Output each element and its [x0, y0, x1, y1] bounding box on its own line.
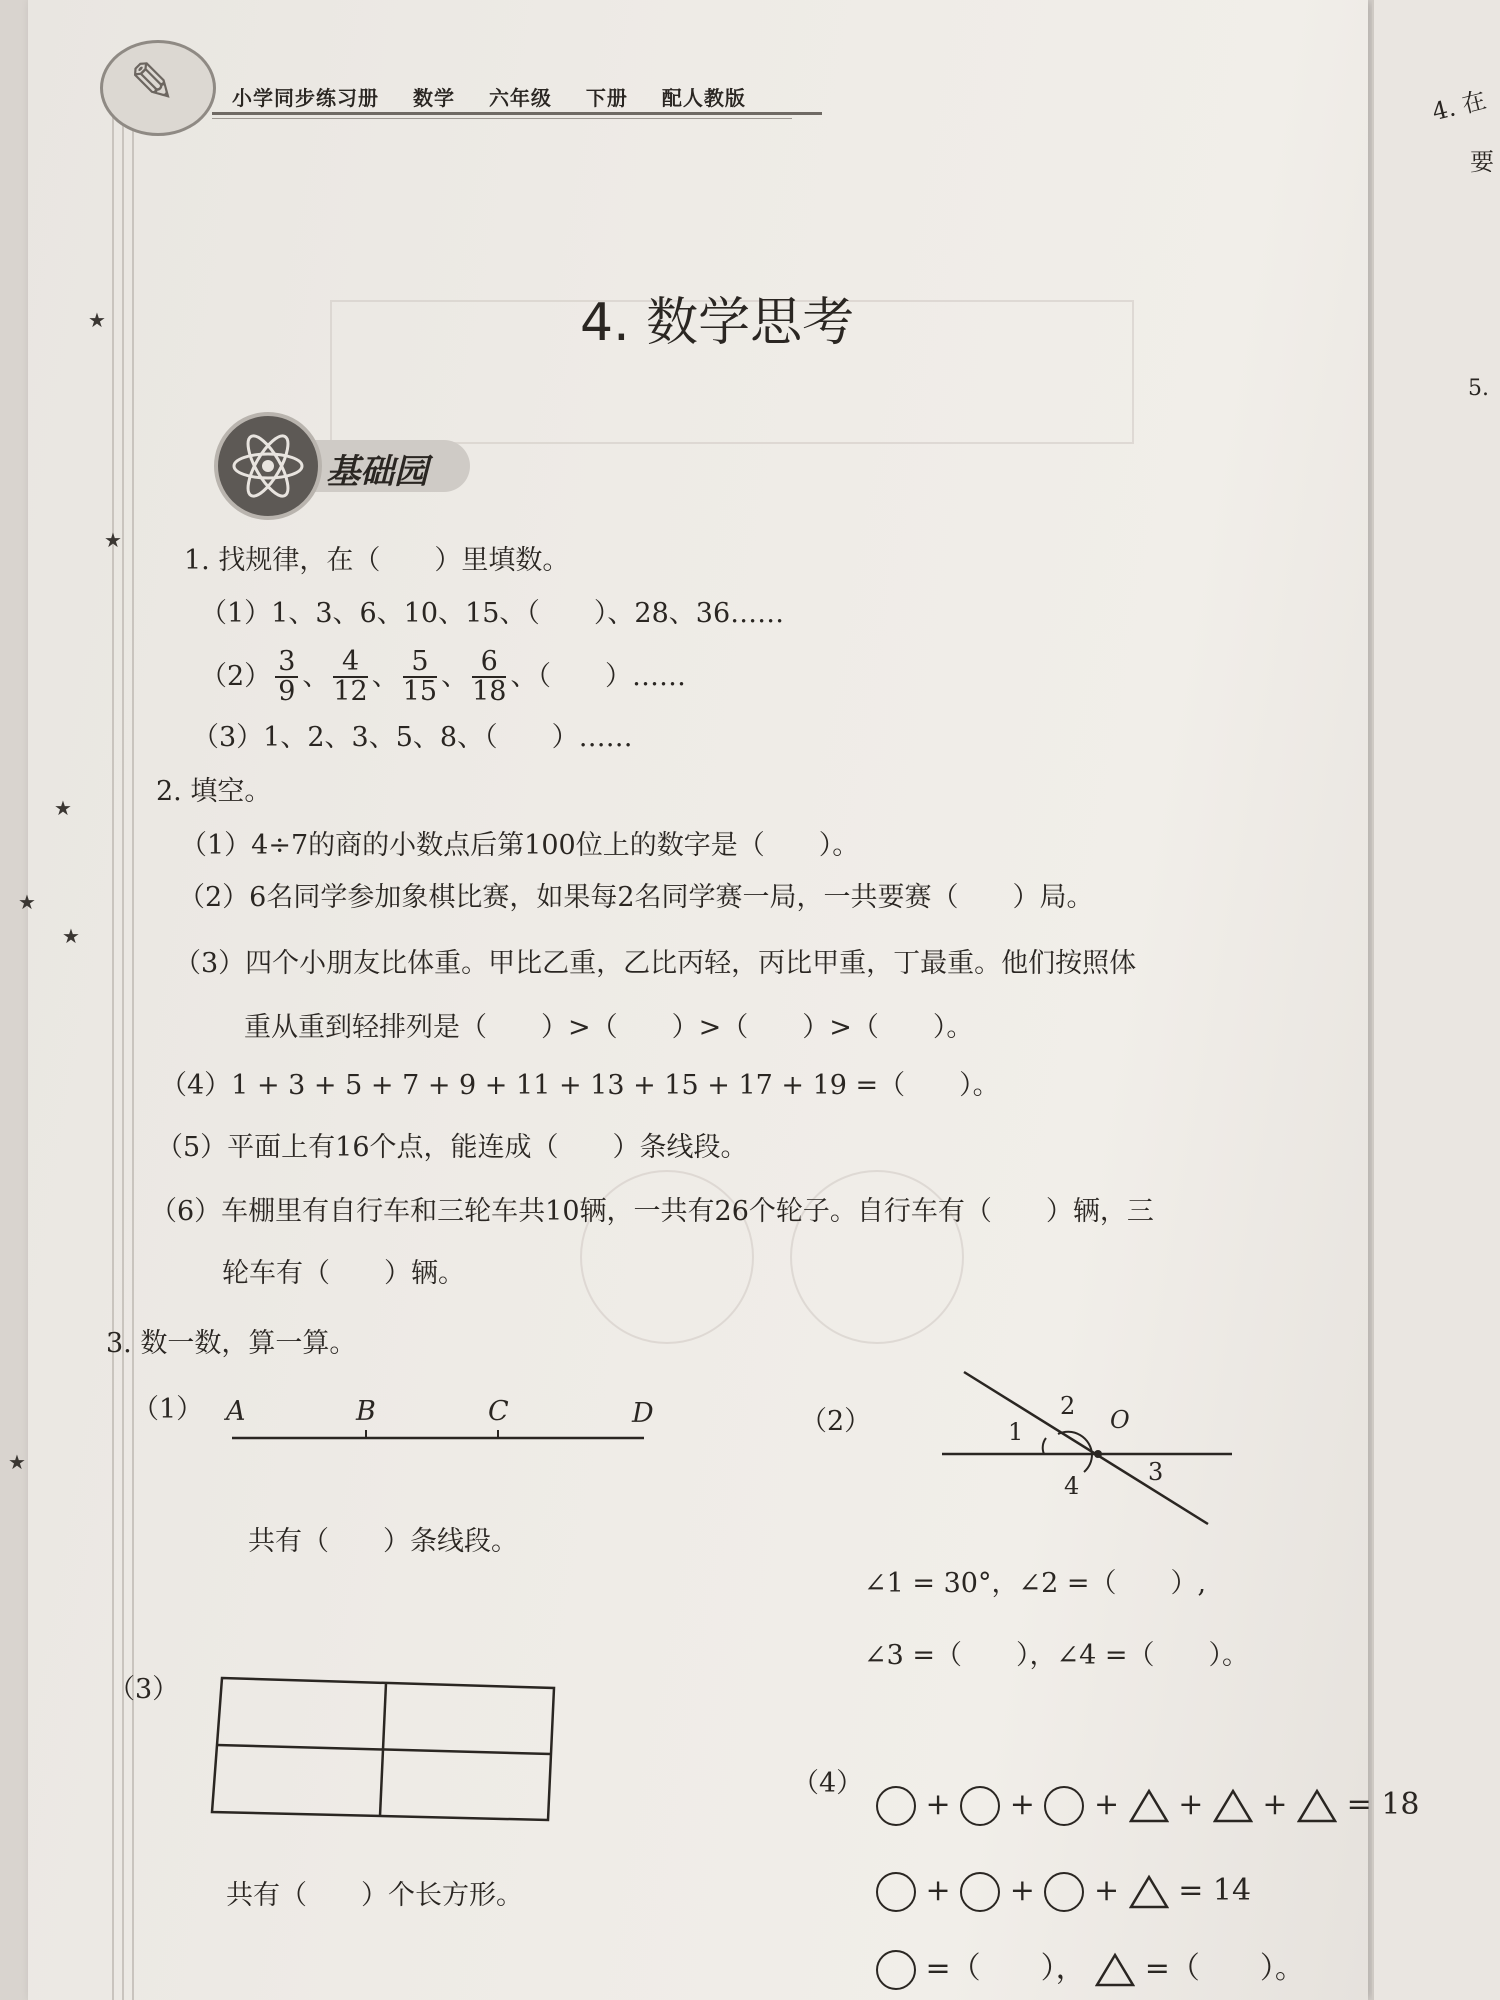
- q2-prompt: 2. 填空。: [156, 776, 272, 807]
- star-icon: ★: [54, 796, 72, 820]
- circle-icon: [876, 1786, 916, 1826]
- fraction: $\frac{6}{18}$: [472, 646, 507, 708]
- q1-prompt: 1. 找规律，在（ ）里填数。: [184, 545, 570, 576]
- segment-diagram: [222, 1390, 672, 1460]
- margin-rule: [122, 90, 124, 2000]
- angle-label-1: 1: [1008, 1418, 1024, 1446]
- right-page-item5: 5.: [1468, 376, 1489, 401]
- q2-part4: （4）1 + 3 + 5 + 7 + 9 + 11 + 13 + 15 + 17 + 19 =（ ）。: [160, 1070, 1000, 1101]
- q2-part5: （5）平面上有16个点，能连成（ ）条线段。: [156, 1132, 748, 1163]
- fraction: $\frac{4}{12}$: [333, 646, 368, 708]
- section-title: 基础园: [326, 452, 428, 492]
- q3-part1-answer: 共有（ ）条线段。: [248, 1526, 518, 1557]
- rectangle-grid: [208, 1672, 558, 1832]
- q1-part1: （1）1、3、6、10、15、（ ）、28、36……: [200, 598, 785, 629]
- fraction: $\frac{3}{9}$: [275, 648, 298, 707]
- right-page-item4b: 要: [1470, 148, 1494, 176]
- star-icon: ★: [104, 528, 122, 552]
- q3-part2-num: （2）: [800, 1406, 872, 1437]
- q2-part1: （1）4÷7的商的小数点后第100位上的数字是（ ）。: [180, 830, 860, 861]
- book-logo: [100, 40, 216, 136]
- q1-part3: （3）1、2、3、5、8、（ ）……: [192, 722, 633, 753]
- q2-part6-line1: （6）车棚里有自行车和三轮车共10辆，一共有26个轮子。自行车有（ ）辆，三: [150, 1196, 1154, 1227]
- vertex-label-o: O: [1110, 1406, 1130, 1434]
- triangle-icon: [1129, 1874, 1169, 1910]
- q2-part6-line2: 轮车有（ ）辆。: [222, 1258, 465, 1289]
- q3-part2-line2: ∠3 =（ ），∠4 =（ ）。: [864, 1640, 1250, 1671]
- q3-part3-answer: 共有（ ）个长方形。: [226, 1880, 523, 1911]
- q1-part2-num: （2）: [200, 660, 272, 692]
- star-icon: ★: [62, 924, 80, 948]
- circle-answer: =（ ），: [925, 1951, 1086, 1986]
- q2-part3-line1: （3）四个小朋友比体重。甲比乙重，乙比丙轻，丙比甲重，丁最重。他们按照体: [174, 948, 1137, 979]
- circle-icon: [876, 1950, 916, 1990]
- triangle-icon: [1213, 1788, 1253, 1824]
- q3-part1-num: （1）: [132, 1394, 204, 1425]
- circle-icon: [1044, 1872, 1084, 1912]
- star-icon: ★: [18, 890, 36, 914]
- margin-rule: [132, 90, 134, 2000]
- q3-part4-num: （4）: [792, 1768, 864, 1799]
- volume: 下册: [585, 86, 628, 110]
- q2-part3-line2: 重从重到轻排列是（ ）>（ ）>（ ）>（ ）。: [244, 1012, 974, 1043]
- page-header: [232, 82, 772, 111]
- point-label-b: B: [356, 1396, 376, 1427]
- edition: 配人教版: [661, 86, 746, 110]
- q3-prompt: 3. 数一数，算一算。: [106, 1328, 357, 1359]
- point-label-a: A: [226, 1396, 246, 1427]
- q3-part3-num: （3）: [108, 1674, 180, 1705]
- star-icon: ★: [8, 1450, 26, 1474]
- angle-label-2: 2: [1060, 1392, 1076, 1420]
- equation-2-result: = 14: [1178, 1873, 1252, 1908]
- q1-part2-tail: 、（ ）……: [510, 660, 686, 692]
- q1-part2: （2） $\frac{3}{9}$ 、 $\frac{4}{12}$ 、 $\frac{5}{15}$ 、 $\frac{6}{18}$ 、（ ）……: [200, 646, 686, 708]
- subject: 数学: [412, 86, 455, 110]
- fraction: $\frac{5}{15}$: [402, 646, 438, 708]
- adjacent-page: [1372, 0, 1500, 2000]
- angle-label-3: 3: [1148, 1458, 1164, 1486]
- atom-icon: [214, 412, 322, 520]
- circle-icon: [1044, 1786, 1084, 1826]
- triangle-icon: [1095, 1952, 1135, 1988]
- triangle-icon: [1129, 1788, 1169, 1824]
- star-icon: ★: [88, 308, 106, 332]
- circle-icon: [876, 1872, 916, 1912]
- book-name: 小学同步练习册: [232, 86, 379, 110]
- margin-rule: [112, 90, 114, 2000]
- q2-part2: （2）6名同学参加象棋比赛，如果每2名同学赛一局，一共要赛（ ）局。: [178, 882, 1094, 913]
- triangle-answer: =（ ）。: [1144, 1951, 1305, 1986]
- q3-part2-line1: ∠1 = 30°，∠2 =（ ）,: [864, 1568, 1207, 1599]
- equation-1: + + + + + = 18: [876, 1786, 1420, 1826]
- logo-icon: ✎: [129, 51, 176, 116]
- header-rule: [212, 112, 822, 115]
- triangle-icon: [1297, 1788, 1337, 1824]
- point-label-d: D: [632, 1398, 654, 1429]
- angle-diagram: [940, 1368, 1240, 1528]
- circle-icon: [960, 1872, 1000, 1912]
- page-title: 4. 数学思考: [580, 293, 855, 353]
- equation-1-result: = 18: [1346, 1787, 1420, 1822]
- point-label-c: C: [488, 1396, 509, 1427]
- header-rule: [212, 118, 792, 119]
- right-page-item4: 4. 在: [1429, 85, 1490, 127]
- equation-3: [876, 1950, 1305, 1990]
- circle-icon: [960, 1786, 1000, 1826]
- equation-2: + + + = 14: [876, 1872, 1251, 1912]
- angle-label-4: 4: [1064, 1472, 1080, 1500]
- grade: 六年级: [488, 86, 552, 110]
